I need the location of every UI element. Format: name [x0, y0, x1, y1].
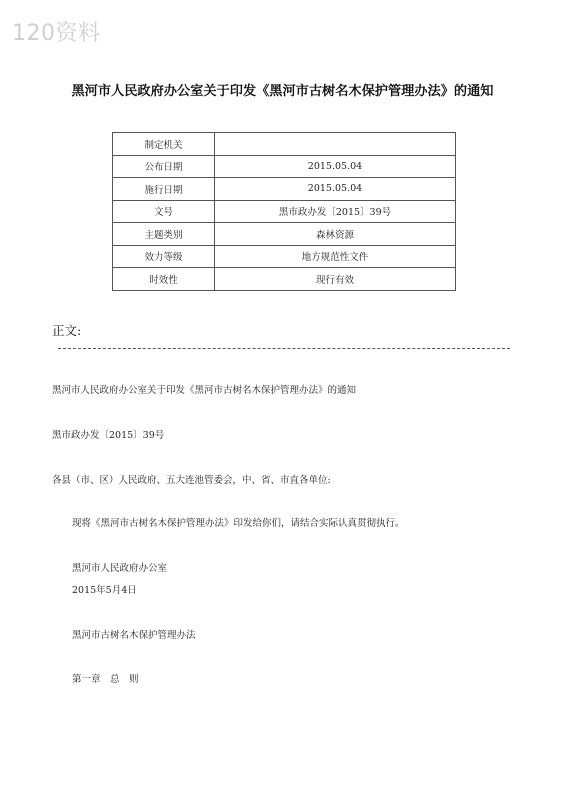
table-value: 现行有效 [215, 268, 456, 291]
table-label: 主题类别 [113, 223, 215, 246]
table-row [113, 223, 456, 246]
table-label: 公布日期 [113, 155, 215, 178]
table-label: 效力等级 [113, 245, 215, 268]
table-row [113, 133, 456, 156]
document-number: 黑市政办发〔2015〕39号 [52, 430, 165, 441]
table-value: 2015.05.04 [215, 155, 456, 178]
table-value: 2015.05.04 [215, 178, 456, 201]
table-label: 时效性 [113, 268, 215, 291]
table-value: 黑市政办发〔2015〕39号 [215, 200, 456, 223]
attachment-title: 黑河市古树名木保护管理办法 [72, 630, 196, 641]
body-section-label: 正文: [52, 323, 82, 338]
table-row [113, 178, 456, 201]
document-title: 黑河市人民政府办公室关于印发《黑河市古树名木保护管理办法》的通知 [71, 84, 494, 99]
table-label: 制定机关 [113, 133, 215, 156]
table-label: 文号 [113, 200, 215, 223]
table-value [215, 133, 456, 156]
salutation: 各县（市、区）人民政府、五大连池管委会，中、省、市直各单位: [52, 475, 331, 486]
body-content: 现将《黑河市古树名木保护管理办法》印发给你们，请结合实际认真贯彻执行。 [72, 518, 405, 529]
issuer-name: 黑河市人民政府办公室 [72, 563, 168, 574]
table-value: 森林资源 [215, 223, 456, 246]
table-row [113, 245, 456, 268]
chapter-heading: 第一章 总 则 [72, 674, 139, 685]
table-label: 施行日期 [113, 178, 215, 201]
table-value: 地方规范性文件 [215, 245, 456, 268]
table-row [113, 155, 456, 178]
section-divider [58, 348, 510, 349]
table-row [113, 268, 456, 291]
body-heading: 黑河市人民政府办公室关于印发《黑河市古树名木保护管理办法》的通知 [52, 385, 357, 396]
issue-date: 2015年5月4日 [72, 585, 137, 596]
document-info-table [112, 132, 456, 291]
watermark-logo: 120资料 [12, 21, 101, 46]
table-row [113, 200, 456, 223]
